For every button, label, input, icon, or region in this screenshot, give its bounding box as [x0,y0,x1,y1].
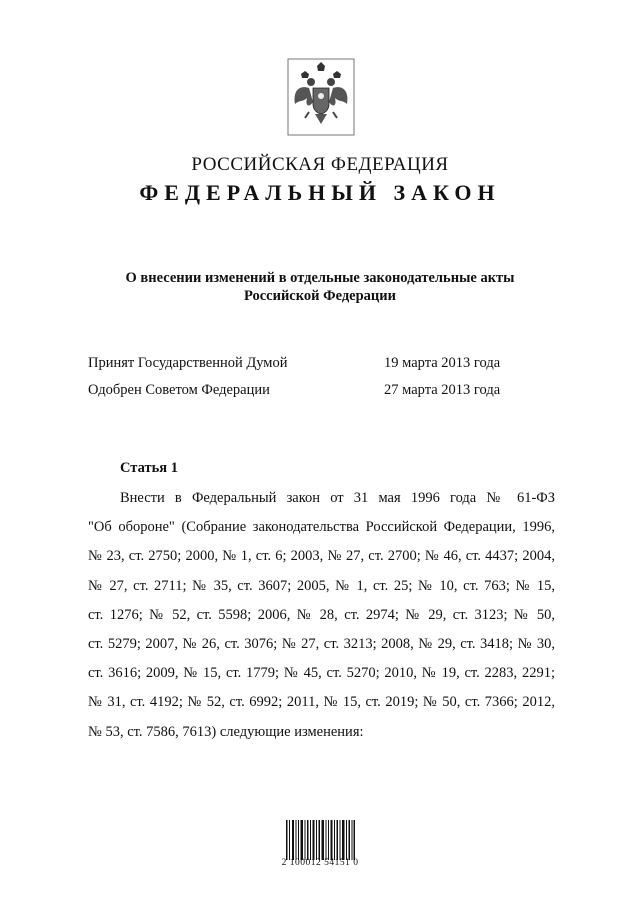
article-line: № 31, ст. 4192; № 52, ст. 6992; 2011, № 15, ст. 2019; № 50, ст. 7366; 2012, [88,694,555,711]
adoption-date: 19 марта 2013 года [384,355,501,371]
article-line: Внести в Федеральный закон от 31 мая 1996 года № 61-ФЗ [120,490,555,506]
article-heading: Статья 1 [120,460,178,476]
article-line: № 23, ст. 2750; 2000, № 1, ст. 6; 2003, № 27, ст. 2700; № 46, ст. 4437; 2004, [88,548,555,565]
article-line: "Об обороне" (Собрание законодательства Российской Федерации, 1996, [88,519,555,536]
adoption-label: Принят Государственной Думой [88,355,288,371]
barcode-icon [284,820,356,860]
country-name: РОССИЙСКАЯ ФЕДЕРАЦИЯ [191,154,449,175]
article-line: ст. 5279; 2007, № 26, ст. 3076; № 27, ст. 3213; 2008, № 29, ст. 3418; № 30, [88,636,555,653]
law-subject [0,269,640,305]
coat-of-arms-icon [287,58,355,136]
article-body [88,484,555,747]
barcode-number: 2 100012 54151 0 [281,858,359,868]
law-subject-line-1: О внесении изменений в отдельные законодательные акты [125,270,515,286]
approval-label: Одобрен Советом Федерации [88,382,270,398]
approval-date: 27 марта 2013 года [384,382,501,398]
law-subject-line-2: Российской Федерации [243,288,396,304]
document-type-title: ФЕДЕРАЛЬНЫЙ ЗАКОН [139,180,501,205]
article-line: ст. 1276; № 52, ст. 5598; 2006, № 28, ст. 2974; № 29, ст. 3123; № 50, [88,606,555,623]
article-line: № 53, ст. 7586, 7613) следующие изменения: [88,723,364,740]
article-line: ст. 3616; 2009, № 15, ст. 1779; № 45, ст. 5270; 2010, № 19, ст. 2283, 2291; [88,665,555,682]
article-line: № 27, ст. 2711; № 35, ст. 3607; 2005, № 1, ст. 25; № 10, ст. 763; № 15, [88,577,555,594]
